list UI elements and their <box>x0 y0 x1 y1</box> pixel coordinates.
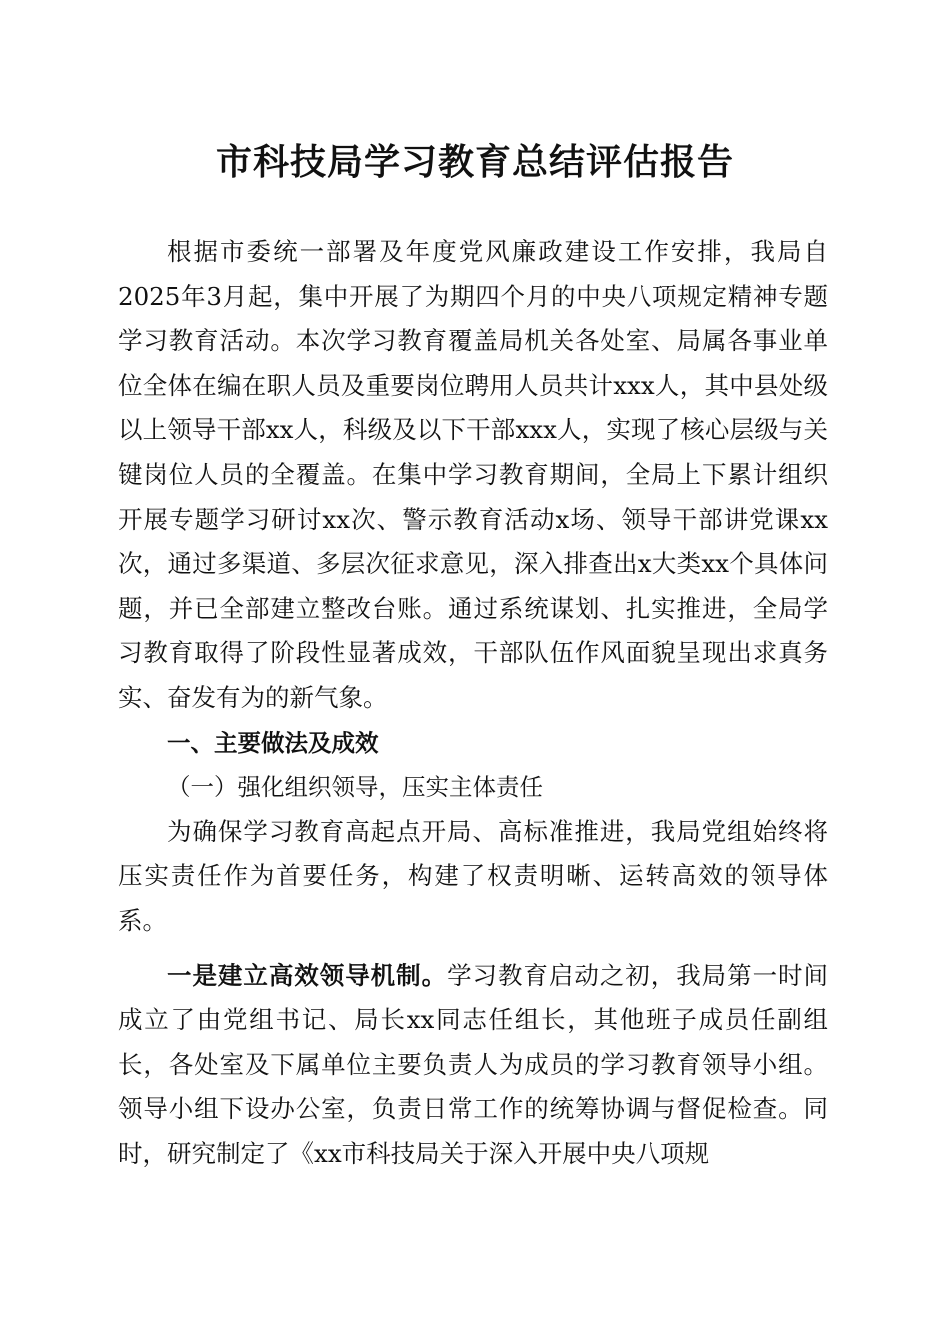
point-lead-1: 一是建立高效领导机制。 <box>167 960 448 990</box>
subsection-paragraph-1: 为确保学习教育高起点开局、高标准推进，我局党组始终将压实责任作为首要任务，构建了权责明晰、运转高效的领导体系。 <box>118 816 828 935</box>
point-paragraph-1 <box>118 954 828 1177</box>
point-text-1: 学习教育启动之初，我局第一时间成立了由党组书记、局长xx同志任组长，其他班子成员任副组长，各处室及下属单位主要负责人为成员的学习教育领导小组。领导小组下设办公室，负责日常工作的统筹协调与督促检查。同时，研究制定了《xx市科技局关于深入开展中央八项规 <box>118 960 829 1168</box>
intro-paragraph: 根据市委统一部署及年度党风廉政建设工作安排，我局自2025年3月起，集中开展了为期四个月的中央八项规定精神专题学习教育活动。本次学习教育覆盖局机关各处室、局属各事业单位全体在编在职人员及重要岗位聘用人员共计xxx人，其中县处级以上领导干部xx人，科级及以下干部xxx人，实现了核心层级与关键岗位人员的全覆盖。在集中学习教育期间，全局上下累计组织开展专题学习研讨xx次、警示教育活动x场、领导干部讲党课xx次，通过多渠道、多层次征求意见，深入排查出x大类xx个具体问题，并已全部建立整改台账。通过系统谋划、扎实推进，全局学习教育取得了阶段性显著成效，干部队伍作风面貌呈现出求真务实、奋发有为的新气象。 <box>118 237 828 712</box>
document-body <box>118 230 828 1176</box>
subsection-heading-1: （一）强化组织领导，压实主体责任 <box>167 773 543 802</box>
document-title: 市科技局学习教育总结评估报告 <box>215 141 734 183</box>
section-heading-1: 一、主要做法及成效 <box>167 728 379 757</box>
